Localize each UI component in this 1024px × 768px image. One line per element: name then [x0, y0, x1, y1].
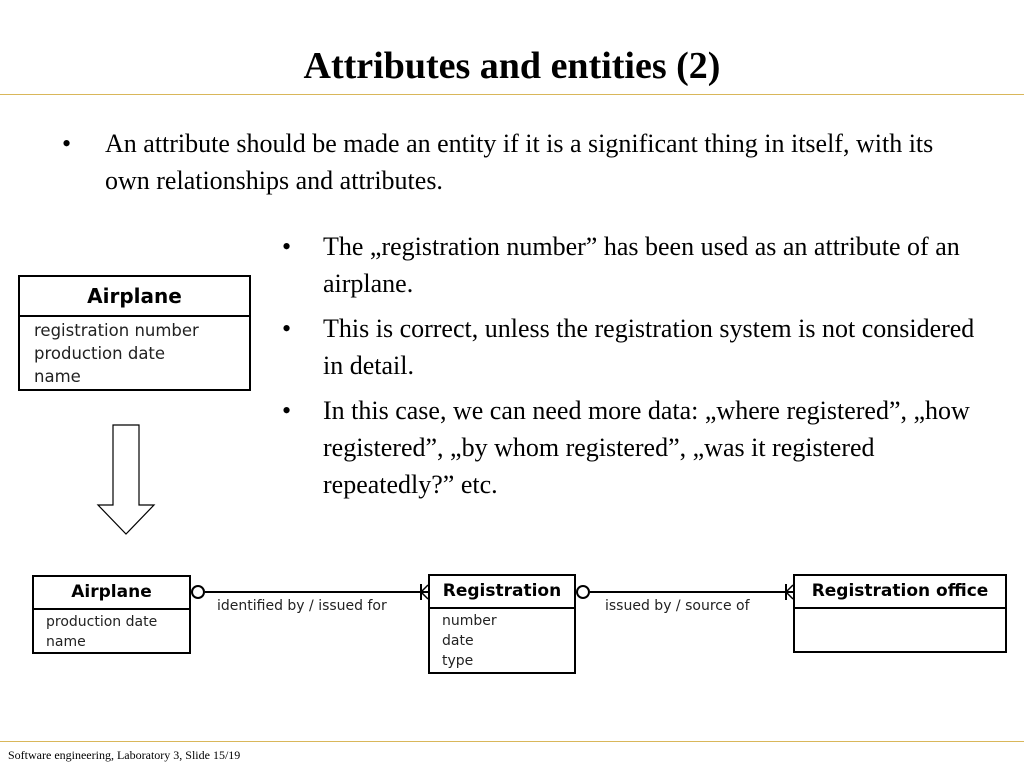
entity-attribute: production date [34, 344, 166, 363]
slide-footer: Software engineering, Laboratory 3, Slide 15/19 [8, 748, 241, 762]
entity-attribute: number [442, 613, 497, 629]
entity-name: Registration office [795, 576, 1005, 609]
bullet-text: The „registration number” has been used as an attribute of an airplane. [323, 232, 960, 298]
entity-airplane-after [32, 575, 191, 654]
entity-registration-office [793, 574, 1007, 653]
optional-circle-icon [577, 586, 589, 598]
bullet-glyph: • [282, 396, 292, 425]
entity-attribute: name [46, 634, 86, 650]
entity-name: Registration [430, 576, 574, 609]
relationship-label: issued by / source of [605, 598, 750, 614]
entity-name: Airplane [34, 577, 189, 610]
entity-registration [428, 574, 576, 674]
optional-circle-icon [192, 586, 204, 598]
bullet-main-text: An attribute should be made an entity if it is a significant thing in itself, with its own relationships and attributes. [105, 129, 934, 195]
entity-attributes [430, 609, 574, 671]
entity-attributes [34, 610, 189, 652]
entity-attribute: type [442, 653, 474, 669]
bullet-text: In this case, we can need more data: „where registered”, „how registered”, „by whom registered”, „was it registered repeatedly?” etc. [323, 396, 970, 499]
relationship-label: identified by / issued for [217, 598, 387, 614]
slide-title: Attributes and entities (2) [303, 45, 721, 87]
entity-attribute: registration number [34, 321, 199, 340]
bullet-glyph: • [282, 314, 292, 343]
crowfoot-icon [786, 585, 793, 592]
entity-attribute: production date [46, 614, 158, 630]
entity-attribute: name [34, 367, 81, 386]
footer-divider [0, 741, 1024, 742]
bullet-text: This is correct, unless the registration system is not considered in detail. [323, 314, 975, 380]
entity-attribute: date [442, 633, 474, 649]
entity-name: Airplane [20, 277, 249, 317]
crowfoot-icon [421, 585, 428, 592]
bullet-glyph: • [62, 129, 72, 158]
down-arrow-icon [98, 425, 154, 534]
bullet-glyph: • [282, 232, 292, 261]
